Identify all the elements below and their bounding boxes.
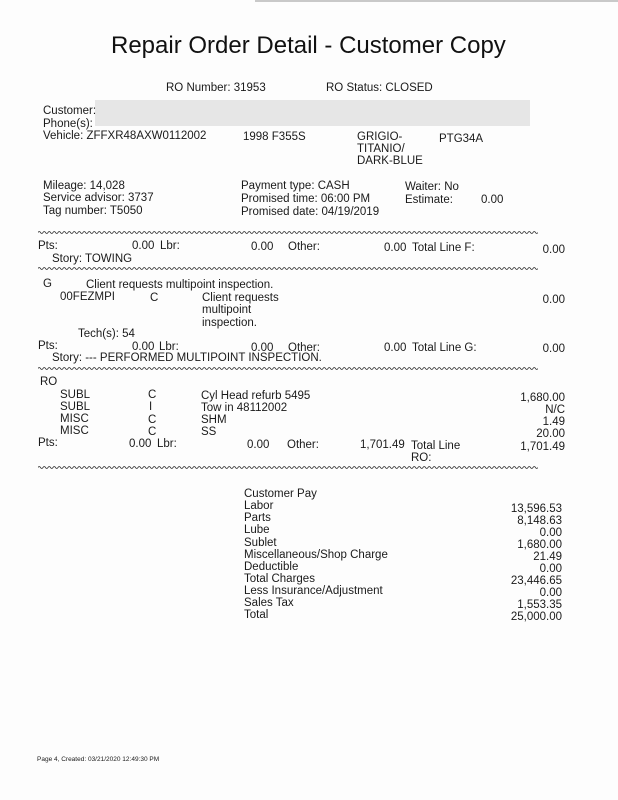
table-row-type: SUBL [60,389,91,401]
summary-label: Sublet [244,537,277,549]
summary-value: 1,553.35 [517,599,562,611]
summary-label: Lube [244,524,270,536]
phone-label: Phone(s): [43,118,93,130]
line-g-story: Story: --- PERFORMED MULTIPOINT INSPECTION. [52,352,322,364]
table-row-desc: Cyl Head refurb 5495 [201,390,311,402]
promised-date: Promised date: 04/19/2019 [241,206,380,218]
paint-code: PTG34A [439,133,484,145]
summary-value: 23,446.65 [510,575,562,587]
summary-value: 13,596.53 [510,503,562,515]
line-g-other: 0.00 [384,342,407,354]
line-f-lbr-label: Lbr: [160,240,180,252]
line-g-pts-label: Pts: [38,340,58,352]
estimate-label: Estimate: [405,194,453,206]
line-f-other-label: Other: [288,241,320,253]
tilde-separator [38,266,538,271]
waiter: Waiter: No [405,181,459,193]
line-g-op-desc-2: multipoint [202,304,252,316]
line-g-total-label: Total Line G: [412,342,477,354]
table-row-pay: I [149,401,153,413]
line-g-op-desc-1: Client requests [202,292,279,304]
line-f-total-label: Total Line F: [412,242,475,254]
tilde-separator [38,366,538,371]
line-g-pts: 0.00 [132,341,155,353]
summary-value: 0.00 [539,563,562,575]
summary-label: Parts [244,512,271,524]
vehicle-color-2: TITANIO/ [357,143,405,155]
table-row-type: MISC [60,413,89,425]
vehicle-year-model: 1998 F355S [243,131,306,143]
table-row-amount: 1.49 [542,416,565,428]
tilde-separator [38,230,538,235]
table-row-type: SUBL [60,401,91,413]
table-row-pay: C [148,426,157,438]
summary-label: Less Insurance/Adjustment [244,585,383,597]
line-f-pts-label: Pts: [38,240,58,252]
line-ro-lbr-label: Lbr: [157,438,177,450]
line-g-op-desc-3: inspection. [202,317,257,329]
line-ro-pts: 0.00 [129,438,152,450]
summary-label: Total Charges [244,573,315,585]
mileage: Mileage: 14,028 [43,180,125,192]
table-row-type: MISC [60,425,89,437]
line-ro-total-label-2: RO: [411,452,432,464]
summary-label: Total [244,609,269,621]
line-f-lbr: 0.00 [251,241,274,253]
line-ro-code: RO [40,376,58,388]
table-row-desc: SHM [201,414,227,426]
summary-value: 1,680.00 [517,539,562,551]
line-ro-total: 1,701.49 [520,441,565,453]
summary-value: 25,000.00 [510,611,562,623]
tilde-separator [38,465,538,470]
service-advisor: Service advisor: 3737 [43,192,154,204]
line-g-lbr: 0.00 [251,342,274,354]
table-row-amount: N/C [545,404,565,416]
table-row-desc: SS [201,426,217,438]
summary-heading: Customer Pay [244,488,317,500]
vehicle-color-1: GRIGIO- [357,131,403,143]
summary-label: Deductible [244,561,299,573]
line-ro-pts-label: Pts: [38,437,58,449]
table-row-pay: C [148,414,157,426]
summary-label: Sales Tax [244,597,294,609]
line-g-total: 0.00 [542,343,565,355]
customer-label: Customer: [43,105,97,117]
line-f-total: 0.00 [542,244,565,256]
table-row-amount: 20.00 [536,428,565,440]
page-title: Repair Order Detail - Customer Copy [111,32,506,59]
ro-number: RO Number: 31953 [166,82,266,94]
line-g-code: G [43,278,52,290]
payment-type: Payment type: CASH [241,180,350,192]
ro-status: RO Status: CLOSED [326,82,433,94]
line-g-description: Client requests multipoint inspection. [86,279,274,291]
line-g-op-amount: 0.00 [542,294,565,306]
line-g-op-code: 00FEZMPI [60,291,115,303]
line-ro-other: 1,701.49 [360,439,405,451]
line-g-techs: Tech(s): 54 [78,328,135,340]
line-ro-lbr: 0.00 [247,439,270,451]
line-g-other-label: Other: [288,342,320,354]
table-row-amount: 1,680.00 [520,392,565,404]
table-row-pay: C [148,389,157,401]
summary-value: 8,148.63 [517,515,562,527]
summary-value: 0.00 [539,527,562,539]
summary-value: 0.00 [539,587,562,599]
vehicle-color-3: DARK-BLUE [357,155,423,167]
tag-number: Tag number: T5050 [43,205,143,217]
scan-edge-line [255,0,618,2]
line-ro-total-label-1: Total Line [411,440,461,452]
line-g-op-type: C [150,292,159,304]
vehicle-vin: Vehicle: ZFFXR48AXW0112002 [43,130,207,142]
line-f-pts: 0.00 [132,240,155,252]
summary-label: Labor [244,500,274,512]
table-row-desc: Tow in 48112002 [201,402,288,414]
summary-value: 21.49 [533,551,562,563]
page-footer: Page 4, Created: 03/21/2020 12:49:30 PM [37,756,160,763]
summary-label: Miscellaneous/Shop Charge [244,549,388,561]
line-f-story: Story: TOWING [52,253,133,265]
line-f-other: 0.00 [384,242,407,254]
redaction-bar [95,100,530,126]
line-ro-other-label: Other: [287,439,319,451]
line-g-lbr-label: Lbr: [159,341,179,353]
promised-time: Promised time: 06:00 PM [241,193,371,205]
estimate-value: 0.00 [481,194,504,206]
